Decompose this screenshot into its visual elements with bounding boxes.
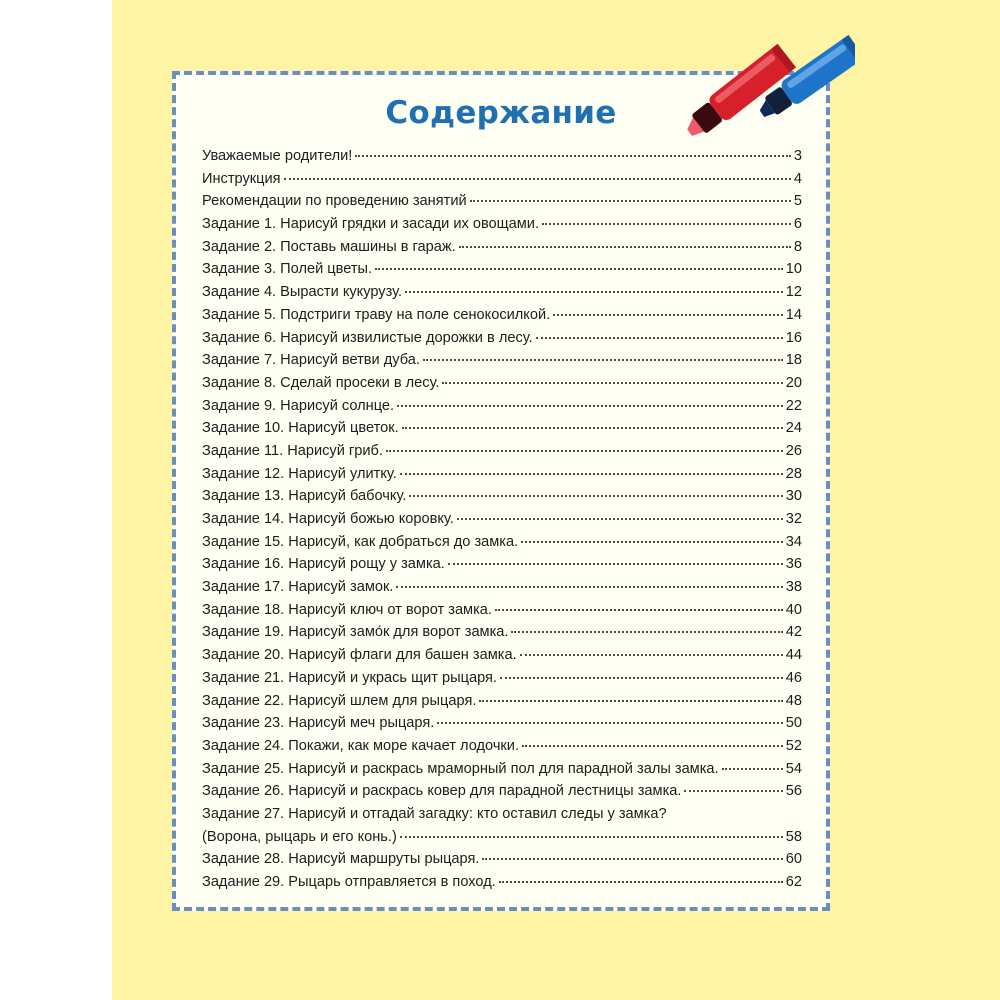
- toc-page-number: 58: [785, 828, 802, 845]
- toc-entry-title: Задание 29. Рыцарь отправляется в поход.: [202, 874, 496, 890]
- toc-entry-title: Задание 28. Нарисуй маршруты рыцаря.: [202, 851, 480, 868]
- toc-entry-title: Задание 7. Нарисуй ветви дуба.: [202, 352, 420, 369]
- dot-leader: [457, 518, 783, 520]
- toc-entry: [202, 848, 802, 871]
- toc-entry-title: Задание 16. Нарисуй рощу у замка.: [202, 556, 445, 573]
- toc-entry: [202, 644, 802, 667]
- toc-page-number: 42: [785, 624, 802, 641]
- toc-page-number: 18: [785, 352, 802, 369]
- toc-entry: [202, 190, 802, 213]
- toc-page-number: 54: [785, 760, 802, 777]
- dot-leader: [684, 790, 782, 792]
- dot-leader: [437, 722, 782, 724]
- toc-entry: [202, 690, 802, 713]
- toc-entry: [202, 349, 802, 372]
- toc-entry-title: Задание 2. Поставь машины в гараж.: [202, 238, 456, 255]
- toc-page-number: 14: [785, 306, 802, 323]
- dot-leader: [511, 631, 782, 633]
- dot-leader: [442, 382, 782, 384]
- dot-leader: [402, 427, 783, 429]
- toc-entry: [202, 213, 802, 236]
- dot-leader: [284, 178, 791, 180]
- toc-entry-title: Задание 15. Нарисуй, как добраться до замка.: [202, 533, 519, 550]
- toc-page-number: 3: [793, 148, 802, 164]
- toc-entry: [202, 576, 802, 599]
- dot-leader: [520, 654, 783, 656]
- toc-page-number: 10: [785, 261, 802, 278]
- toc-page-number: 24: [785, 420, 802, 437]
- highlighters-illustration: [680, 28, 855, 138]
- toc-page-number: 20: [785, 374, 802, 391]
- toc-page-number: 6: [793, 216, 802, 233]
- dot-leader: [479, 700, 782, 702]
- toc-entry-title: Задание 3. Полей цветы.: [202, 261, 373, 278]
- dot-leader: [448, 563, 783, 565]
- toc-entry: [202, 236, 802, 259]
- toc-page-number: 40: [785, 601, 802, 618]
- dot-leader: [722, 768, 783, 770]
- dot-leader: [400, 473, 783, 475]
- toc-entry-title: Задание 8. Сделай просеки в лесу.: [202, 374, 440, 391]
- toc-entry-title: Задание 5. Подстриги траву на поле сенокосилкой.: [202, 306, 551, 323]
- toc-entry: [202, 168, 802, 191]
- dot-leader: [500, 677, 783, 679]
- toc-entry-title: Задание 23. Нарисуй меч рыцаря.: [202, 715, 435, 732]
- toc-entry-continuation: [202, 826, 802, 849]
- toc-entry: [202, 463, 802, 486]
- toc-entry-title: Рекомендации по проведению занятий: [202, 193, 467, 210]
- toc-entry: [202, 304, 802, 327]
- toc-page-number: 30: [785, 488, 802, 505]
- toc-entry: [202, 803, 802, 848]
- dot-leader: [400, 836, 783, 838]
- toc-entry: [202, 712, 802, 735]
- toc-entry: [202, 258, 802, 281]
- dot-leader: [495, 609, 783, 611]
- dot-leader: [542, 223, 791, 225]
- dot-leader: [355, 155, 791, 157]
- toc-entry-title: Инструкция: [202, 170, 281, 187]
- dot-leader: [397, 405, 783, 407]
- toc-entry-title: Задание 24. Покажи, как море качает лодочки.: [202, 737, 520, 754]
- toc-page-number: 22: [785, 397, 802, 414]
- dot-leader: [522, 745, 783, 747]
- toc-page-number: 62: [785, 874, 802, 890]
- toc-page-number: 44: [785, 647, 802, 664]
- dot-leader: [396, 586, 782, 588]
- contents-card: [172, 71, 830, 911]
- toc-entry: [202, 440, 802, 463]
- toc-page-number: 28: [785, 465, 802, 482]
- toc-page-number: 8: [793, 238, 802, 255]
- toc-entry: [202, 531, 802, 554]
- toc-entry: [202, 508, 802, 531]
- toc-entry: [202, 327, 802, 350]
- dot-leader: [405, 291, 783, 293]
- toc-page-number: 38: [785, 579, 802, 596]
- toc-entry-title: Задание 9. Нарисуй солнце.: [202, 397, 395, 414]
- toc-page-number: 46: [785, 669, 802, 686]
- toc-entry-title: Задание 12. Нарисуй улитку.: [202, 465, 397, 482]
- toc-entry-title: Задание 22. Нарисуй шлем для рыцаря.: [202, 692, 477, 709]
- toc-entry-title: Задание 21. Нарисуй и укрась щит рыцаря.: [202, 669, 497, 686]
- dot-leader: [499, 881, 783, 883]
- toc-entry-title: Задание 26. Нарисуй и раскрась ковер для парадной лестницы замка.: [202, 783, 682, 800]
- dot-leader: [375, 268, 783, 270]
- toc-entry: [202, 485, 802, 508]
- toc-page-number: 12: [785, 284, 802, 301]
- toc-entry: [202, 871, 802, 894]
- toc-entry: [202, 417, 802, 440]
- toc-entry: [202, 667, 802, 690]
- toc-entry: [202, 553, 802, 576]
- toc-entry: [202, 758, 802, 781]
- toc-page-number: 36: [785, 556, 802, 573]
- toc-entry-title: Задание 20. Нарисуй флаги для башен замка.: [202, 647, 517, 664]
- toc-entry: [202, 599, 802, 622]
- page-title: Содержание: [385, 95, 617, 131]
- toc-entry-title: Задание 17. Нарисуй замок.: [202, 579, 394, 596]
- toc-entry: [202, 372, 802, 395]
- toc-page-number: 34: [785, 533, 802, 550]
- toc-entry: [202, 281, 802, 304]
- toc-entry-title: Задание 6. Нарисуй извилистые дорожки в лесу.: [202, 329, 533, 346]
- toc-entry-title: Задание 11. Нарисуй гриб.: [202, 442, 383, 459]
- toc-entry-title: Задание 14. Нарисуй божью коровку.: [202, 511, 454, 527]
- toc-page-number: 56: [785, 783, 802, 800]
- toc-entry-title-continued: (Ворона, рыцарь и его конь.): [202, 828, 397, 845]
- dot-leader: [470, 200, 791, 202]
- toc-page-number: 16: [785, 329, 802, 346]
- toc-entry: [202, 621, 802, 644]
- toc-page-number: 50: [785, 715, 802, 732]
- dot-leader: [521, 541, 783, 543]
- toc-page-number: 26: [785, 442, 802, 459]
- toc-page-number: 4: [793, 170, 802, 187]
- toc-entry: [202, 395, 802, 418]
- toc-entry: [202, 735, 802, 758]
- toc-entry-title: Уважаемые родители!: [202, 148, 353, 164]
- toc-page-number: 32: [785, 511, 802, 527]
- dot-leader: [423, 359, 783, 361]
- dot-leader: [386, 450, 783, 452]
- toc-entry-title: Задание 10. Нарисуй цветок.: [202, 420, 399, 437]
- toc-entry: [202, 145, 802, 168]
- dot-leader: [553, 314, 783, 316]
- toc-entry-title: Задание 19. Нарисуй замо́к для ворот замка.: [202, 624, 509, 641]
- dot-leader: [409, 495, 782, 497]
- toc-entry-title: Задание 27. Нарисуй и отгадай загадку: кто оставил следы у замка?: [202, 805, 667, 822]
- dot-leader: [536, 337, 783, 339]
- toc-entry-title: Задание 1. Нарисуй грядки и засади их овощами.: [202, 216, 540, 233]
- toc-entry: [202, 780, 802, 803]
- toc-entry-title: Задание 18. Нарисуй ключ от ворот замка.: [202, 601, 492, 618]
- toc-entry-title: Задание 4. Вырасти кукурузу.: [202, 284, 403, 301]
- toc-page-number: 48: [785, 692, 802, 709]
- toc-entry-title: Задание 25. Нарисуй и раскрась мраморный пол для парадной залы замка.: [202, 760, 719, 777]
- toc-page-number: 52: [785, 737, 802, 754]
- dot-leader: [459, 246, 791, 248]
- toc-page-number: 60: [785, 851, 802, 868]
- contents-list: [202, 145, 802, 894]
- toc-entry-title: Задание 13. Нарисуй бабочку.: [202, 488, 407, 505]
- dot-leader: [482, 858, 782, 860]
- toc-page-number: 5: [793, 193, 802, 210]
